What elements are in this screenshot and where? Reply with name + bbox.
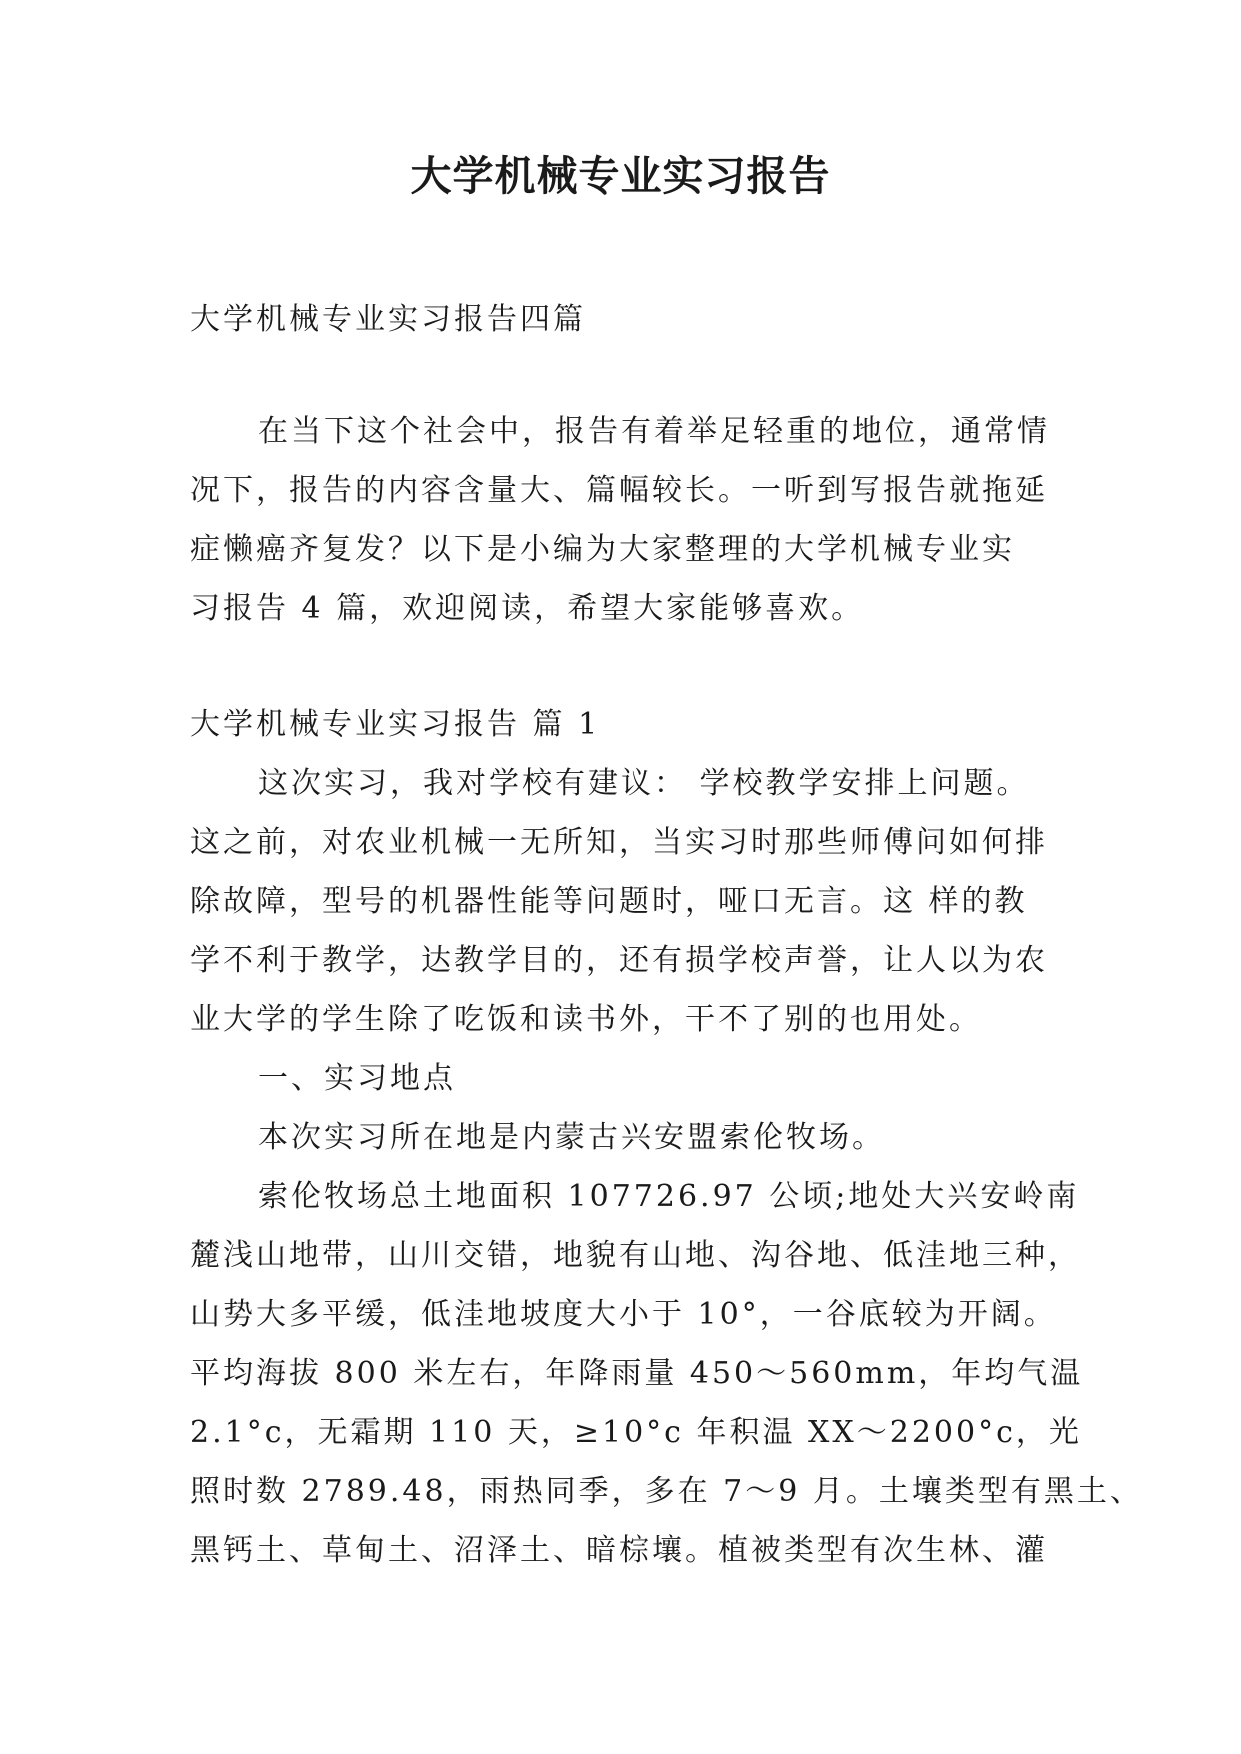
body-line: 这次实习，我对学校有建议： 学校教学安排上问题。 [258, 766, 1030, 801]
intro-line: 况下，报告的内容含量大、篇幅较长。一听到写报告就拖延 [190, 473, 1048, 508]
body-line: 照时数 2789.48，雨热同季，多在 7～9 月。土壤类型有黑土、 [190, 1474, 1143, 1509]
body-line-heading: 一、实习地点 [258, 1061, 456, 1096]
body-line: 黑钙土、草甸土、沼泽土、暗棕壤。植被类型有次生林、灌 [190, 1533, 1048, 1568]
body-line: 学不利于教学，达教学目的，还有损学校声誉，让人以为农 [190, 943, 1048, 978]
document-subtitle: 大学机械专业实习报告四篇 [190, 302, 586, 337]
body-line: 本次实习所在地是内蒙古兴安盟索伦牧场。 [258, 1120, 885, 1155]
body-line: 这之前，对农业机械一无所知，当实习时那些师傅问如何排 [190, 825, 1048, 860]
body-line: 2.1°c，无霜期 110 天，≥10°c 年积温 XX～2200°c，光 [190, 1415, 1082, 1450]
section-1 [190, 695, 1143, 1580]
section-heading: 大学机械专业实习报告 篇 1 [190, 707, 601, 742]
intro-line: 在当下这个社会中，报告有着举足轻重的地位，通常情 [258, 414, 1050, 449]
document-title: 大学机械专业实习报告 [410, 152, 831, 200]
intro-line: 习报告 4 篇，欢迎阅读，希望大家能够喜欢。 [190, 591, 865, 626]
intro-line: 症懒癌齐复发？以下是小编为大家整理的大学机械专业实 [190, 532, 1015, 567]
body-line: 麓浅山地带，山川交错，地貌有山地、沟谷地、低洼地三种， [190, 1238, 1081, 1273]
body-line: 索伦牧场总土地面积 107726.97 公顷;地处大兴安岭南 [258, 1179, 1080, 1214]
body-line: 除故障，型号的机器性能等问题时，哑口无言。这 样的教 [190, 884, 1028, 919]
body-line: 业大学的学生除了吃饭和读书外，干不了别的也用处。 [190, 1002, 982, 1037]
body-line: 平均海拔 800 米左右，年降雨量 450～560mm，年均气温 [190, 1356, 1084, 1391]
intro-paragraph [190, 402, 1070, 638]
body-line: 山势大多平缓，低洼地坡度大小于 10°，一谷底较为开阔。 [190, 1297, 1057, 1332]
